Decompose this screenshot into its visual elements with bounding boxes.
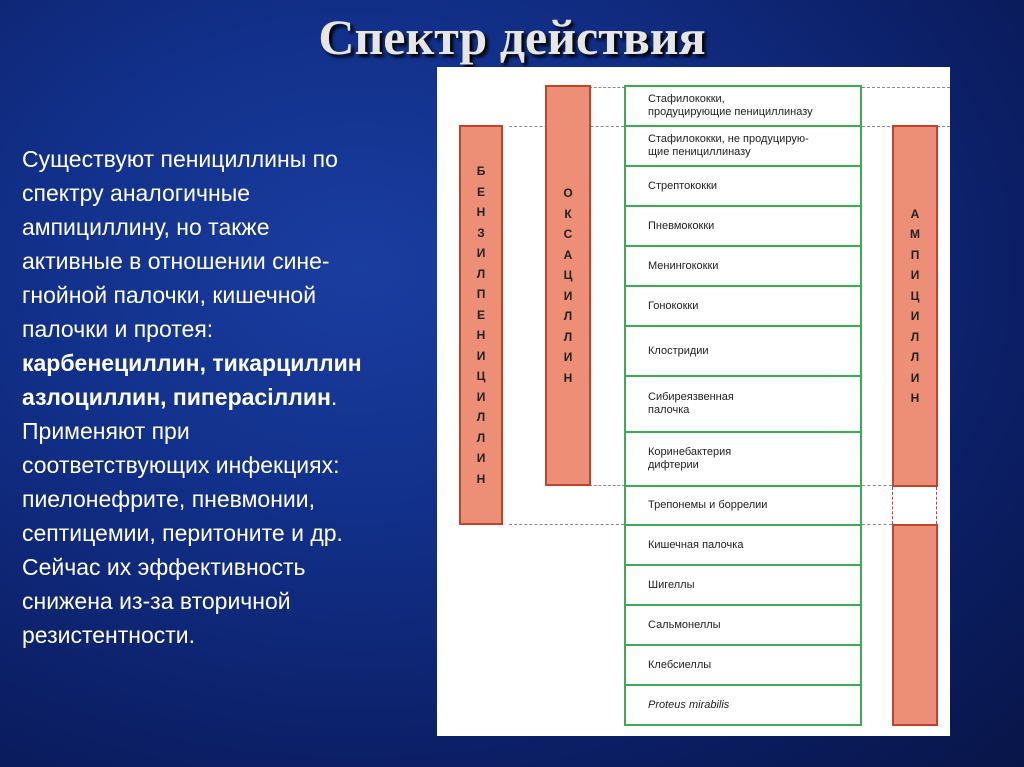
organism-box: Трепонемы и боррелии <box>624 485 862 526</box>
text-line: палочки и протея: <box>22 316 214 342</box>
text-line: резистентности. <box>22 622 196 648</box>
text-line: Сейчас их эффективность <box>22 554 306 580</box>
organism-box: Стафилококки, продуцирующие пенициллиназу <box>624 85 862 127</box>
dashed-guide-line <box>862 524 892 525</box>
period: . <box>330 384 338 410</box>
dashed-guide-line <box>589 87 625 88</box>
drug-names-line-2: азлоциллин, пипераciллин <box>22 384 331 410</box>
organism-box: Proteus mirabilis <box>624 684 862 726</box>
organism-box: Сибиреязвенная палочка <box>624 375 862 433</box>
organism-box: Гонококки <box>624 285 862 327</box>
text-line: спектру аналогичные <box>22 180 251 206</box>
text-line: гнойной палочки, кишечной <box>22 282 317 308</box>
text-line: пиелонефрите, пневмонии, <box>22 486 316 512</box>
dashed-gap-right <box>936 487 937 524</box>
organism-box: Шигеллы <box>624 564 862 606</box>
spectrum-diagram <box>437 67 950 736</box>
bar-ampicillin-upper: А М П И Ц И Л Л И Н <box>892 125 938 487</box>
dashed-guide-line <box>589 485 625 486</box>
organism-box: Стафилококки, не продуцирую- щие пенициллиназу <box>624 125 862 167</box>
text-line: Существуют пенициллины по <box>22 146 338 172</box>
text-line: активные в отношении сине- <box>22 248 330 274</box>
dashed-gap-left <box>892 487 893 524</box>
dashed-guide-line <box>862 485 892 486</box>
text-line: соответствующих инфекциях: <box>22 452 340 478</box>
bar-ampicillin-lower <box>892 524 938 726</box>
organism-box: Кишечная палочка <box>624 524 862 566</box>
dashed-guide-line <box>862 87 950 88</box>
slide-title: Спектр действия <box>318 9 706 65</box>
organism-box: Клостридии <box>624 325 862 377</box>
description-text <box>22 142 462 652</box>
bar-oxacillin: О К С А Ц И Л Л И Н <box>545 85 591 486</box>
bar-benzylpenicillin: Б Е Н З И Л П Е Н И Ц И Л Л И Н <box>459 125 503 525</box>
organism-box: Сальмонеллы <box>624 604 862 646</box>
text-line: снижена из-за вторичной <box>22 588 291 614</box>
organism-box: Стрептококки <box>624 165 862 207</box>
organism-box: Менингококки <box>624 245 862 287</box>
text-line: ампициллину, но также <box>22 214 270 240</box>
organism-box: Коринебактерия дифтерии <box>624 431 862 487</box>
text-line: септицемии, перитоните и др. <box>22 520 343 546</box>
organism-box: Пневмококки <box>624 205 862 247</box>
dashed-guide-line <box>509 524 624 525</box>
organism-box: Клебсиеллы <box>624 644 862 686</box>
text-line: Применяют при <box>22 418 190 444</box>
drug-names-line-1: карбенециллин, тикарциллин <box>22 350 362 376</box>
